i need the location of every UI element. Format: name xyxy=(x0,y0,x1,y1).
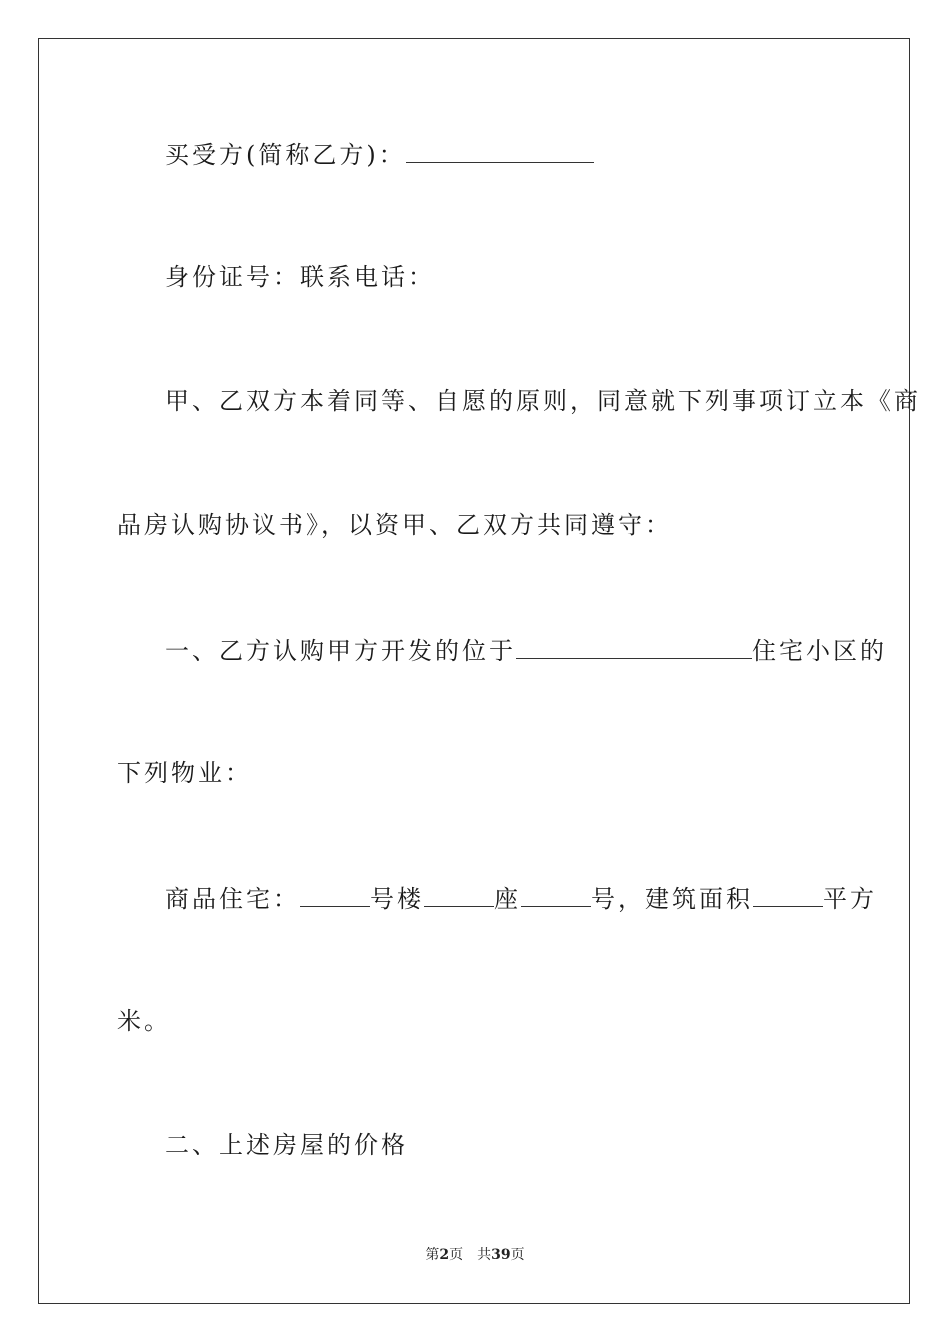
clause-one-text-b: 住宅小区的 xyxy=(752,637,887,665)
page-border xyxy=(38,38,921,1304)
footer-page-suffix: 页 xyxy=(449,1247,464,1263)
footer-total-pages: 39 xyxy=(491,1247,511,1263)
page-footer xyxy=(0,1246,950,1264)
footer-page-number: 2 xyxy=(439,1247,450,1263)
clause-one-line-1 xyxy=(165,632,887,666)
unit-blank xyxy=(521,880,591,907)
footer-page-prefix: 第 xyxy=(425,1247,440,1263)
location-blank xyxy=(516,632,752,659)
buyer-label: 买受方(简称乙方)： xyxy=(165,141,406,169)
residence-line-2: 米。 xyxy=(117,1007,171,1035)
id-phone-line: 身份证号：联系电话： xyxy=(165,263,435,291)
area-unit-label: 平方 xyxy=(823,885,877,913)
paragraph-intro-line-2: 品房认购协议书》，以资甲、乙双方共同遵守： xyxy=(117,511,672,539)
residence-label: 商品住宅： xyxy=(165,885,300,913)
area-label: 号，建筑面积 xyxy=(591,885,753,913)
residence-line xyxy=(165,880,877,914)
building-label: 号楼 xyxy=(370,885,424,913)
paragraph-intro-line-1: 甲、乙双方本着同等、自愿的原则，同意就下列事项订立本《商 xyxy=(165,387,921,415)
clause-one-line-2: 下列物业： xyxy=(117,759,252,787)
block-blank xyxy=(424,880,494,907)
footer-total-suffix: 页 xyxy=(510,1247,525,1263)
buyer-name-blank xyxy=(406,136,594,163)
buyer-line xyxy=(165,136,845,170)
building-blank xyxy=(300,880,370,907)
block-label: 座 xyxy=(494,885,521,913)
area-blank xyxy=(753,880,823,907)
clause-two-heading: 二、上述房屋的价格 xyxy=(165,1131,408,1159)
clause-one-text-a: 一、乙方认购甲方开发的位于 xyxy=(165,637,516,665)
footer-total-prefix: 共 xyxy=(477,1247,492,1263)
